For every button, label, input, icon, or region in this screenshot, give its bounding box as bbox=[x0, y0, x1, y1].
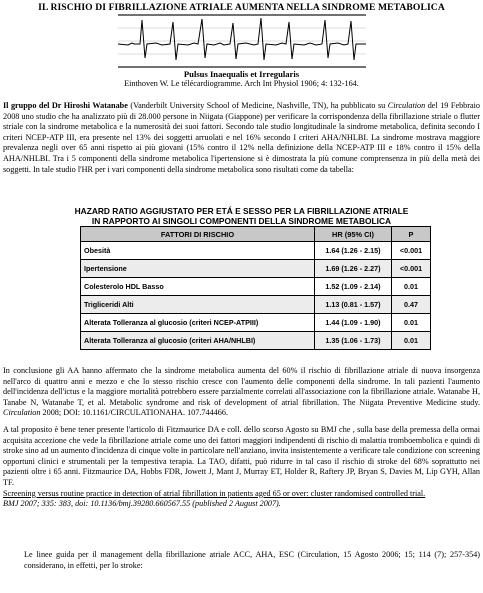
ecg-strip-image bbox=[118, 14, 366, 68]
table-row bbox=[81, 278, 431, 296]
table-title-line-1: HAZARD RATIO AGGIUSTATO PER ETÁ E SESSO PER LA FIBRILLAZIONE ATRIALE bbox=[74, 206, 409, 216]
conclusion-text-1: In conclusione gli AA hanno affermato che la sindrome metabolica aumenta del 60% il rischio di fibrillazione atriale di nuova insorgenza nell'arco di quattro anni e mezzo e che lo stesso rischio cresce con l'aumento delle componenti della sindrome. In tali pazienti l'aumento dell'incidenza dell'ictus e la maggiore mortalità potrebbero essere parzialmente correlati all'associazione con la fibrillazione atriale. Watanabe H, Tanabe N, Watanabe T, et al. Metabolic syndrome and risk of development of atrial fibrillation. The Niigata Preventive Medicine study. bbox=[3, 366, 480, 407]
table-cell-factor: Obesità bbox=[81, 242, 315, 260]
table-cell-factor: Alterata Tolleranza al glucosio (criteri NCEP-ATPIII) bbox=[81, 314, 315, 332]
table-header-row bbox=[81, 227, 431, 242]
guidelines-paragraph: Le linee guida per il management della fibrillazione atriale ACC, AHA, ESC (Circulation, 15 Agosto 2006; 15; 114 (7); 257-354) considerano, in effetti, per lo stroke: bbox=[24, 550, 480, 570]
conclusion-text-2: 2008; DOI: 10.1161/CIRCULATIONAHA. 107.744466. bbox=[40, 408, 229, 418]
table-header-p: P bbox=[392, 227, 431, 242]
table-cell-p: 0.01 bbox=[392, 278, 431, 296]
table-cell-p: 0.47 bbox=[392, 296, 431, 314]
table-row bbox=[81, 242, 431, 260]
table-cell-factor: Alterata Tolleranza al glucosio (criteri AHA/NHLBI) bbox=[81, 332, 315, 350]
fitzmaurice-citation: BMJ 2007; 335: 383, doi: 10.1136/bmj.39280.660567.55 (published 2 August 2007). bbox=[3, 499, 281, 509]
intro-text-2: del 19 Febbraio 2008 uno studio che ha analizzato più di 28.000 persone in Niigata (Giappone) per verificare la corrispondenza della fibrillazione striale o flutter striale con la sindrome metabolica e la numerosità dei suoi fattori. Secondo tale studio longitudinale la sindrome metabolica, definita secondo I criteri NCEP-ATP III, era presente nel 13% dei soggetti arruolati e nel 16% secondo I criteri AHA/NHLBI. La sindrome mostrava maggiore prevalenza negli over 65 anni rispetto ai più giovani (15% contro il 12% nella definizione della NCEP-ATP III e 18% contro il 15% della AHA/NHLBI. Tra i 5 componenti della sindrome metabolica l'ipertensione si è dimostrata la più comune comprensenza in più della metà dei soggetti. In tale studio l'HR per i vari componenti della sindrome metabolica sono risultati come da tabella: bbox=[3, 101, 480, 174]
table-cell-p: 0.01 bbox=[392, 314, 431, 332]
table-cell-hr: 1.13 (0.81 - 1.57) bbox=[315, 296, 392, 314]
table-header-hr: HR (95% CI) bbox=[315, 227, 392, 242]
table-cell-p: <0.001 bbox=[392, 242, 431, 260]
conclusion-paragraph bbox=[3, 366, 480, 419]
figure-caption-title: Pulsus Inaequalis et Irregularis bbox=[183, 69, 300, 79]
figure-caption-source: Einthoven W. Le télécardiogramme. Arch Int Physiol 1906; 4: 132-164. bbox=[124, 79, 359, 88]
fitzmaurice-trial-link[interactable]: Screening versus routine practice in detection of atrial fibrillation in patients aged 65 or over: cluster randomised controlled trial. bbox=[3, 488, 426, 498]
table-title-line-2: IN RAPPORTO AI SINGOLI COMPONENTI DELLA SINDROME METABOLICA bbox=[91, 216, 392, 226]
table-cell-hr: 1.35 (1.06 - 1.73) bbox=[315, 332, 392, 350]
hazard-ratio-table bbox=[80, 226, 431, 350]
table-cell-p: 0.01 bbox=[392, 332, 431, 350]
intro-paragraph bbox=[3, 101, 480, 175]
table-row bbox=[81, 314, 431, 332]
table-cell-hr: 1.69 (1.26 - 2.27) bbox=[315, 260, 392, 278]
conclusion-journal: Circulation bbox=[3, 408, 41, 418]
intro-text-1: (Vanderbilt University School of Medicine, Nashville, TN), ha pubblicato su bbox=[127, 101, 388, 110]
fitzmaurice-paragraph bbox=[3, 425, 480, 510]
table-row bbox=[81, 260, 431, 278]
table-cell-factor: Ipertensione bbox=[81, 260, 315, 278]
page-title: IL RISCHIO DI FIBRILLAZIONE ATRIALE AUMENTA NELLA SINDROME METABOLICA bbox=[38, 2, 445, 13]
table-row bbox=[81, 332, 431, 350]
table-cell-hr: 1.52 (1.09 - 2.14) bbox=[315, 278, 392, 296]
table-cell-hr: 1.44 (1.09 - 1.90) bbox=[315, 314, 392, 332]
table-cell-p: <0.001 bbox=[392, 260, 431, 278]
table-cell-factor: Colesterolo HDL Basso bbox=[81, 278, 315, 296]
intro-journal: Circulation bbox=[387, 101, 426, 110]
intro-lead: Il gruppo del Dr Hiroshi Watanabe bbox=[3, 101, 128, 110]
table-row bbox=[81, 296, 431, 314]
table-cell-factor: Trigliceridi Alti bbox=[81, 296, 315, 314]
table-header-factor: FATTORI DI RISCHIO bbox=[81, 227, 315, 242]
table-cell-hr: 1.64 (1.26 - 2.15) bbox=[315, 242, 392, 260]
fitzmaurice-text: A tal proposito è bene tener presente l'articolo di Fitzmaurice DA e coll. dello scorso Agosto su BMJ che , sulla base della premessa della ormai acquisita accezione che vede la fibrillazione atriale come uno dei fattori maggiori indipendenti di rischio di malattia tromboembolica e quindi di stroke sino ad un aumento d'incidenza di cinque volte in particolare nell'anziano, invita insistentemente a verificare tale condizione con screening opportuni clinici e strumentali per la tempestiva terapia. La TAO, difatti, può ridurre in tal caso il rischio di stroke del 68% soprattutto nei pazienti oltre i 65 anni. Fitzmaurice DA, Hobbs FDR, Jowett J, Mant J, Murray ET, Holder R, Raftery JP, Bryan S, Davies M, Lip GYH, Allan TF. bbox=[3, 425, 480, 487]
table-title bbox=[0, 206, 483, 226]
